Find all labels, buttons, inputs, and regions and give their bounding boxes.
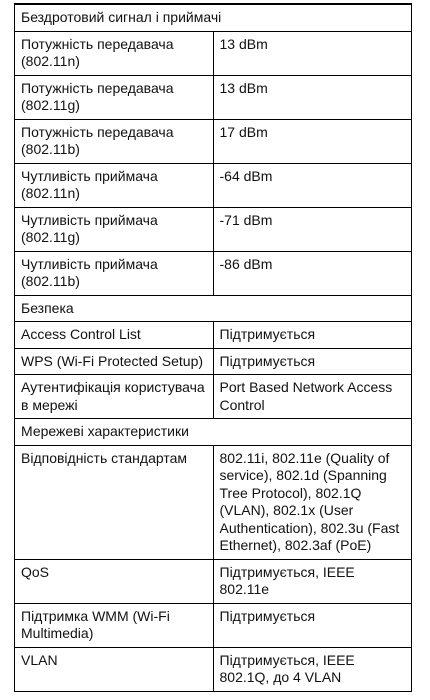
table-row [15,603,412,647]
spec-value: 13 dBm [213,31,412,75]
spec-value: Port Based Network Access Control [213,375,412,419]
spec-value: -86 dBm [213,251,412,295]
spec-label: Потужність передавача (802.11n) [15,31,214,75]
spec-value: 802.11i, 802.11e (Quality of service), 802.1d (Spanning Tree Protocol), 802.1Q (VLAN), 802.1x (User Authentication), 802.3u (Fast Ethernet), 802.3af (PoE) [213,445,412,559]
table-row [15,348,412,375]
spec-value: Підтримується, IEEE 802.1Q, до 4 VLAN [213,647,412,691]
spec-label: Потужність передавача (802.11b) [15,119,214,163]
table-row [15,207,412,251]
spec-value: 13 dBm [213,75,412,119]
specifications-table [14,4,412,692]
section-title-security: Безпека [15,295,412,322]
table-row [15,75,412,119]
spec-label: QoS [15,559,214,603]
section-header-row [15,295,412,322]
table-row [15,119,412,163]
spec-label: Відповідність стандартам [15,445,214,559]
table-row [15,375,412,419]
table-row [15,31,412,75]
table-row [15,163,412,207]
spec-value: Підтримується [213,603,412,647]
spec-label: Чутливість приймача (802.11g) [15,207,214,251]
spec-value: -64 dBm [213,163,412,207]
spec-label: Підтримка WMM (Wi-Fi Multimedia) [15,603,214,647]
table-row [15,559,412,603]
spec-value: -71 dBm [213,207,412,251]
table-row [15,251,412,295]
spec-value: Підтримується [213,322,412,349]
spec-value: 17 dBm [213,119,412,163]
table-row [15,322,412,349]
spec-label: VLAN [15,647,214,691]
spec-value: Підтримується [213,348,412,375]
spec-label: Аутентифікація користувача в мережі [15,375,214,419]
section-title-wireless: Бездротовий сигнал і приймачі [15,5,412,32]
spec-label: Потужність передавача (802.11g) [15,75,214,119]
spec-label: WPS (Wi-Fi Protected Setup) [15,348,214,375]
spec-label: Access Control List [15,322,214,349]
section-header-row [15,5,412,32]
spec-label: Чутливість приймача (802.11b) [15,251,214,295]
section-header-row [15,419,412,446]
table-row [15,445,412,559]
spec-value: Підтримується, IEEE 802.11e [213,559,412,603]
table-row [15,647,412,691]
section-title-network: Мережеві характеристики [15,419,412,446]
spec-label: Чутливість приймача (802.11n) [15,163,214,207]
